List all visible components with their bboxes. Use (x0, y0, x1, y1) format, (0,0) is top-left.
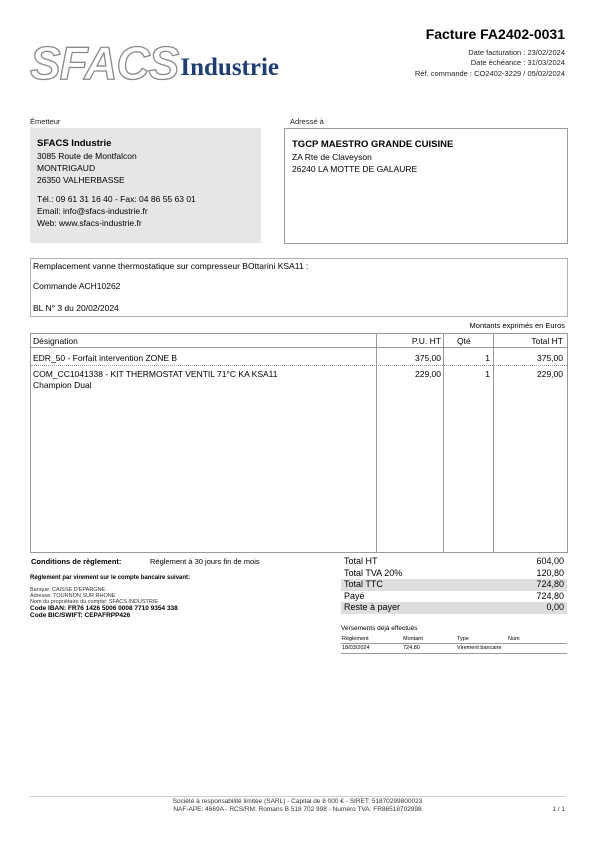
total-value: 120,80 (536, 567, 564, 578)
total-row (341, 579, 567, 591)
due-date: Date échéance : 31/03/2024 (470, 58, 565, 67)
total-value: 724,80 (536, 590, 564, 601)
header-designation: Désignation (33, 336, 78, 346)
recipient-box (284, 128, 568, 244)
header-quantity: Qté (457, 336, 471, 346)
cell-unit-price: 229,00 (415, 369, 441, 379)
table-header (31, 334, 567, 348)
payments-header-amount: Montant (403, 636, 423, 642)
payments-title: Versements déjà effectués (341, 625, 418, 632)
account-owner: Nom du propriétaire du compte: SFACS INDUSTRIE (30, 599, 159, 605)
issuer-address-line: 26350 VALHERBASSE (37, 175, 125, 185)
issuer-email: Email: info@sfacs-industrie.fr (37, 206, 148, 216)
payments-header-type: Type (457, 636, 469, 642)
footer-divider (30, 796, 566, 797)
recipient-address-line: ZA Rte de Claveyson (292, 152, 372, 162)
payments-header-date: Règlement (342, 636, 369, 642)
conditions-label: Conditions de règlement: (31, 557, 122, 566)
cell-designation: COM_CC1041338 - KIT THERMOSTAT VENTIL 71°C KA KSA11 (33, 369, 278, 379)
header-unit-price: P.U. HT (411, 336, 441, 346)
payment-conditions (30, 557, 260, 619)
bank-name: Banque: CAISSE D'EPARGNE (30, 587, 106, 593)
cell-quantity: 1 (485, 369, 490, 379)
payment-type: Virement bancaire (457, 645, 502, 651)
cell-quantity: 1 (485, 353, 490, 363)
recipient-name: TGCP MAESTRO GRANDE CUISINE (292, 139, 454, 150)
issuer-phone: Tél.: 09 61 31 16 40 - Fax: 04 86 55 63 01 (37, 194, 196, 204)
total-label: Total TVA 20% (344, 567, 403, 578)
payment-amount: 724,80 (403, 645, 420, 651)
total-value: 604,00 (536, 556, 564, 566)
total-value: 724,80 (536, 579, 564, 589)
total-label: Total HT (344, 556, 378, 566)
invoice-date: Date facturation : 23/02/2024 (468, 48, 565, 57)
payments-header (341, 635, 567, 644)
invoice-title: Facture FA2402-0031 (425, 26, 565, 42)
bic: Code BIC/SWIFT: CEPAFRPP426 (30, 612, 131, 619)
header-total: Total HT (531, 336, 563, 346)
bank-address: Adresse: TOURNON SUR RHONE (30, 593, 116, 599)
total-row (341, 556, 567, 568)
logo-subtitle: Industrie (180, 54, 280, 81)
cell-designation: EDR_50 - Forfait intervention ZONE B (33, 353, 178, 363)
payments-block (341, 625, 567, 654)
total-label: Reste à payer (344, 602, 401, 612)
total-row (341, 591, 567, 603)
conditions-value: Règlement à 30 jours fin de mois (150, 557, 260, 566)
note-line: BL N° 3 du 20/02/2024 (33, 303, 119, 313)
total-value: 0,00 (546, 602, 564, 612)
issuer-website: Web: www.sfacs-industrie.fr (37, 218, 142, 228)
page-number: 1 / 1 (552, 806, 565, 813)
cell-total: 229,00 (537, 369, 563, 379)
recipient-label: Adressé à (290, 117, 324, 126)
payment-date: 18/03/2024 (342, 645, 370, 651)
invoice-notes (30, 258, 568, 317)
issuer-box (30, 128, 261, 243)
company-logo (30, 36, 279, 90)
transfer-title: Règlement par virement sur le compte bancaire suivant: (30, 575, 191, 581)
recipient-address-line: 26240 LA MOTTE DE GALAURE (292, 164, 418, 174)
cell-unit-price: 375,00 (415, 353, 441, 363)
issuer-name: SFACS Industrie (37, 138, 112, 149)
note-line: Remplacement vanne thermostatique sur compresseur BOttarini KSA11 : (33, 261, 309, 271)
footer-legal-line: NAF-APE: 4669A - RCS/RM: Romans B 518 702 998 - Numéro TVA: FR86518702998 (173, 806, 422, 813)
cell-total: 375,00 (537, 353, 563, 363)
note-line: Commande ACH10262 (33, 281, 121, 291)
logo-wordmark: SFACS (30, 37, 179, 89)
totals-block (341, 556, 567, 614)
cell-designation-continued: Champion Dual (33, 380, 92, 390)
iban: Code IBAN: FR76 1426 5006 0008 7710 9354 338 (30, 605, 178, 612)
total-label: Total TTC (344, 579, 383, 589)
footer-legal-line: Société à responsabilité limitée (SARL) - Capital de 8 000 € - SIRET: 51870299800023 (172, 798, 423, 805)
issuer-label: Émetteur (30, 117, 61, 126)
currency-note: Montants exprimés en Euros (469, 321, 565, 330)
issuer-address-line: MONTRIGAUD (37, 163, 96, 173)
total-row (341, 602, 567, 614)
payment-row (341, 644, 567, 654)
total-row (341, 568, 567, 580)
payments-header-num: Num (508, 636, 520, 642)
issuer-address-line: 3085 Route de Montfalcon (37, 151, 137, 161)
total-label: Payé (344, 590, 365, 601)
items-table (30, 333, 568, 553)
order-reference: Réf. commande : CO2402-3229 / 05/02/2024 (414, 69, 565, 78)
